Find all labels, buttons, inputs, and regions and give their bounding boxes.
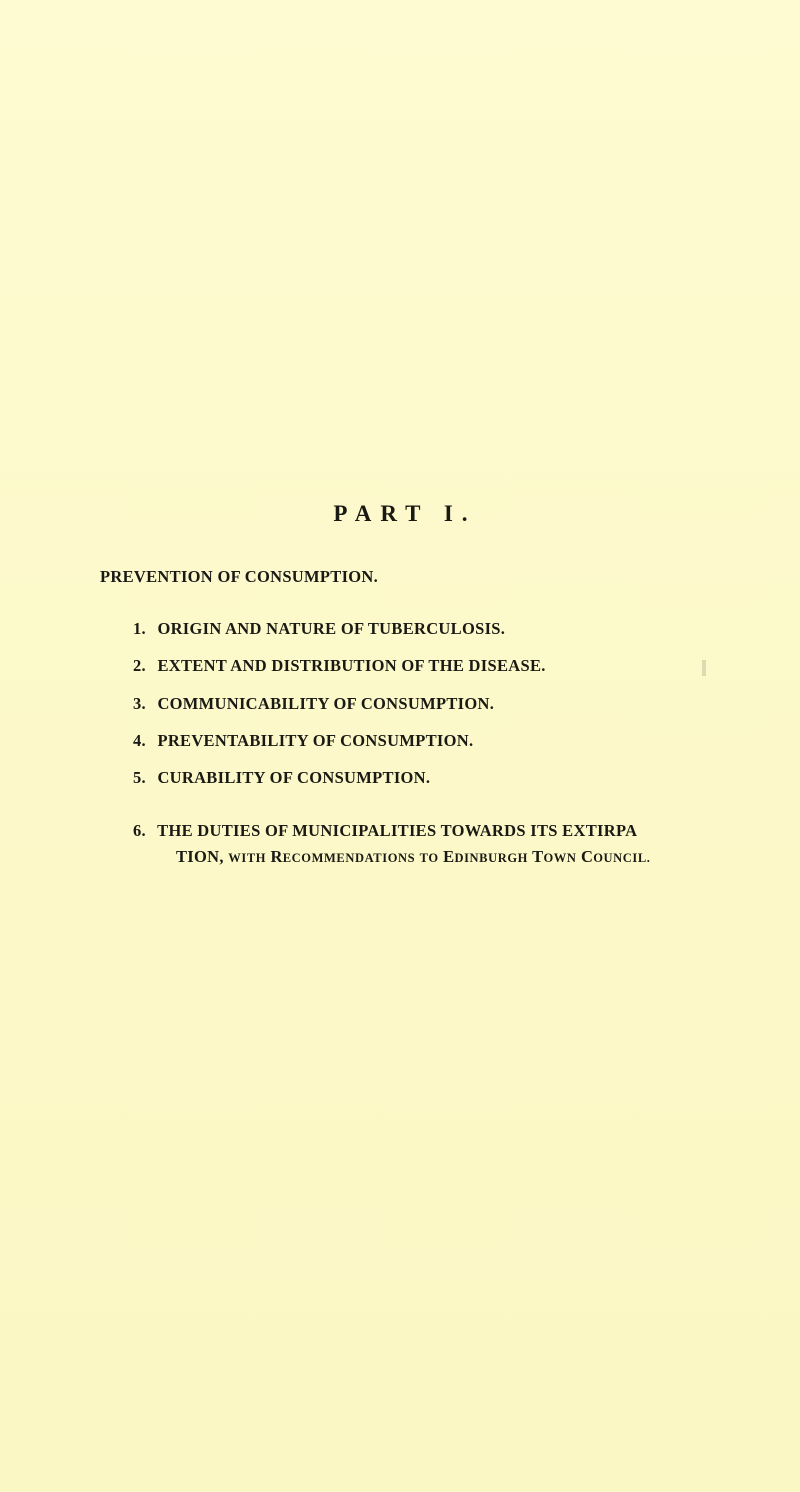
small-caps-word: COUNCIL.: [580, 847, 651, 866]
toc-item-text: EXTENT AND DISTRIBUTION OF THE DISEASE.: [157, 656, 546, 675]
toc-item-number: 5.: [133, 768, 146, 787]
part-heading: PART I.: [333, 501, 477, 526]
toc-item-text: PREVENTABILITY OF CONSUMPTION.: [157, 731, 474, 750]
small-caps-word: TO: [419, 851, 439, 865]
paper-speck: [702, 660, 706, 676]
toc-item-6: [133, 820, 637, 842]
section-title: PREVENTION OF CONSUMPTION.: [100, 567, 379, 586]
toc-item-6-continuation: [176, 846, 651, 869]
toc-item-4: [133, 730, 473, 752]
toc-item-number: 1.: [133, 619, 146, 638]
small-caps-word: RECOMMENDATIONS: [270, 847, 416, 866]
toc-item-number: 6.: [133, 821, 146, 840]
toc-item-text: ORIGIN AND NATURE OF TUBERCULOSIS.: [157, 619, 506, 638]
toc-item-3: [133, 693, 494, 715]
toc-item-text: THE DUTIES OF MUNICIPALITIES TOWARDS ITS EXTIRPA: [157, 821, 638, 840]
toc-item-5: [133, 767, 430, 789]
toc-item-text: COMMUNICABILITY OF CONSUMPTION.: [157, 694, 495, 713]
small-caps-word: WITH: [228, 851, 267, 865]
toc-item-text: CURABILITY OF CONSUMPTION.: [157, 768, 431, 787]
small-caps-word: EDINBURGH: [443, 847, 529, 866]
toc-item-2: [133, 655, 546, 677]
toc-item-number: 2.: [133, 656, 146, 675]
toc-item-1: [133, 618, 505, 640]
continuation-lead: TION,: [176, 847, 224, 866]
toc-item-number: 4.: [133, 731, 146, 750]
toc-item-number: 3.: [133, 694, 146, 713]
small-caps-word: TOWN: [532, 847, 577, 866]
